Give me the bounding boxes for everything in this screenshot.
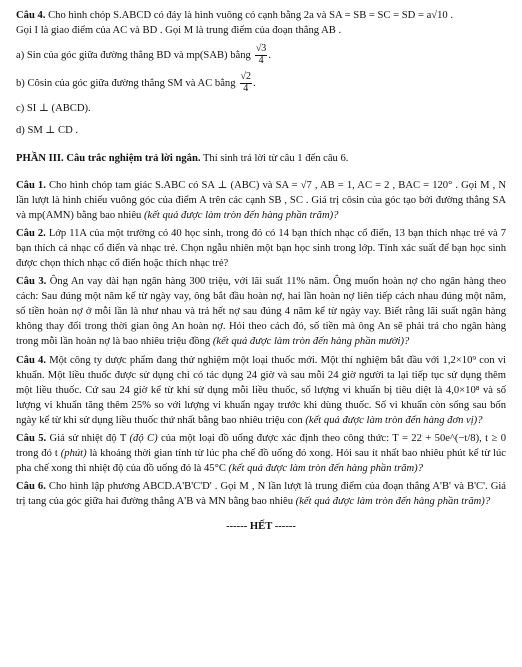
end-of-exam-mark: ------ HẾT ------ (226, 520, 296, 532)
question-1-rounding-note: (kết quả được làm tròn đến hàng phần trăm)? (143, 210, 339, 222)
option-c (16, 101, 506, 116)
question-5-text-c: là khoảng thời gian tính từ lúc pha chế đồ uống đó xong. Hỏi sau ít nhất bao nhiêu phút kể từ lúc pha chế xong thì nhiệt độ của đồ uống đó là 45°C (16, 447, 506, 474)
question-3-label: Câu 3. (16, 276, 47, 288)
question-6-text: Cho hình lập phương ABCD.A'B'C'D' . Gọi M , N lần lượt là trung điểm của đoạn thẳng A'B' và B'C'. Giá trị tang của góc giữa hai đường thẳng A'B và MN bằng bao nhiêu (16, 480, 507, 507)
part2-question-4-intro (16, 8, 506, 38)
question-3-rounding-note: (kết quả được làm tròn đến hàng phần mười)? (212, 336, 410, 348)
question-5-time-unit: (phút) (60, 447, 87, 459)
option-a: a) Sin của góc giữa đường thẳng BD và mp(SAB) bằng $\frac{√3}{4}$ . (16, 43, 271, 66)
question-3-text: Ông An vay dài hạn ngân hàng 300 triệu, với lãi suất 11% năm. Ông muốn hoàn nợ cho ngân hàng theo cách: Sau đúng một năm kể từ ngày vay, ông bắt đầu hoàn nợ, hai lần hoàn nợ liên tiếp cách nhau đúng một năm, số tiền hoàn nợ ở mỗi lần là như nhau và trả hết nợ sau đúng 4 năm kể từ ngày vay. Biết rằng lãi suất ngân hàng không thay đổi trong thời gian ông An hoàn nợ. Hỏi theo cách đó, số tiền mà ông An sẽ phải trả cho ngân hàng trong mỗi lần hoàn nợ là bao nhiêu triệu đồng (16, 276, 506, 348)
option-b: b) Côsin của góc giữa đường thẳng SM và AC bằng $\frac{√2}{4}$ . (16, 71, 256, 94)
question-text: Cho hình chóp S.ABCD có đáy là hình vuông có cạnh bằng 2a và SA = SB = SC = SD = a√10 . (45, 10, 453, 21)
question-2 (16, 226, 506, 271)
question-5-label: Câu 5. (16, 432, 47, 444)
question-4-text: Một công ty dược phẩm đang thử nghiệm một loại thuốc mới. Một thí nghiệm bắt đầu với 1,2×10⁹ con vi khuẩn. Một liều thuốc được sử dụng chỉ có tác dụng 24 giờ và sau mỗi 24 giờ người ta lại tiếp tục sử dụng thêm một liều thuốc. Cứ sau 24 giờ kể từ khi sử dụng mỗi liều thuốc, số lượng vi khuẩn bị tiêu diệt là 4,0×10⁸ và số lượng vi khuẩn tăng thêm 25% so với lượng vi khuẩn ngay trước khi dùng thuốc. Số vi khuẩn còn sống sau bốn ngày kể từ khi sử dụng liều thuốc thứ nhất bằng bao nhiêu triệu con (16, 354, 507, 426)
fraction-sqrt3-over-4 (255, 44, 268, 66)
option-d (16, 123, 506, 138)
question-4-label: Câu 4. (16, 354, 46, 366)
question-5-text-a: Giả sử nhiệt độ T (46, 432, 130, 444)
part3-heading (16, 151, 506, 166)
part3-instruction: Thí sinh trả lời từ câu 1 đến câu 6. (200, 153, 349, 165)
question-4-rounding-note: (kết quả được làm tròn đến hàng đơn vị)? (305, 414, 483, 426)
option-b-text: b) Côsin của góc giữa đường thẳng SM và AC bằng (16, 77, 236, 89)
question-text-line2: Gọi I là giao điểm của AC và BD . Gọi M là trung điểm của đoạn thẳng AB . (16, 25, 342, 37)
question-5 (16, 431, 506, 476)
fraction-denominator: 4 (243, 82, 249, 94)
fraction-numerator: √3 (255, 43, 267, 55)
question-1-label: Câu 1. (16, 180, 46, 192)
question-5-unit-note: (độ C) (129, 432, 158, 444)
question-5-rounding-note: (kết quả được làm tròn đến hàng phần trăm)? (228, 462, 423, 474)
option-c-text: c) SI ⊥ (ABCD). (16, 103, 91, 115)
part3-title: PHẦN III. Câu trắc nghiệm trả lời ngắn. (16, 153, 201, 165)
question-1-text: Cho hình chóp tam giác S.ABC có SA ⊥ (ABC) và SA = √7 , AB = 1, AC = 2 , BAC = 120° . Gọi M , N lần lượt là hình chiếu vuông góc của điểm A trên các cạnh SB , SC . Giá trị côsin của góc tạo bởi đường thẳng SA và mp(AMN) bằng bao nhiêu (16, 180, 506, 222)
fraction-denominator: 4 (258, 54, 264, 66)
question-4 (16, 353, 506, 428)
fraction-numerator: √2 (240, 71, 252, 83)
option-a-text: a) Sin của góc giữa đường thẳng BD và mp(SAB) bằng (16, 49, 251, 61)
fraction-sqrt2-over-4 (240, 72, 253, 94)
question-2-label: Câu 2. (16, 228, 46, 240)
question-5-text-b: của một loại đồ uống được xác định theo công thức: T = 22 + 50e^(−t/8), t ≥ 0 trong đó t (16, 432, 506, 459)
question-6 (16, 479, 506, 509)
option-d-text: d) SM ⊥ CD . (16, 125, 79, 137)
question-label: Câu 4. (16, 10, 46, 21)
question-6-label: Câu 6. (16, 480, 46, 492)
question-2-text: Lớp 11A của một trường có 40 học sinh, trong đó có 14 bạn thích nhạc cổ điển, 13 bạn thích nhạc trẻ và 7 bạn thích cả nhạc cổ điển và nhạc trẻ. Chọn ngẫu nhiên một bạn học sinh trong lớp. Tính xác suất để bạn học sinh được chọn thích nhạc cổ điển hoặc thích nhạc trẻ? (16, 228, 506, 270)
question-3 (16, 274, 506, 349)
question-1 (16, 178, 506, 223)
question-6-rounding-note: (kết quả được làm tròn đến hàng phần trăm)? (295, 495, 491, 507)
